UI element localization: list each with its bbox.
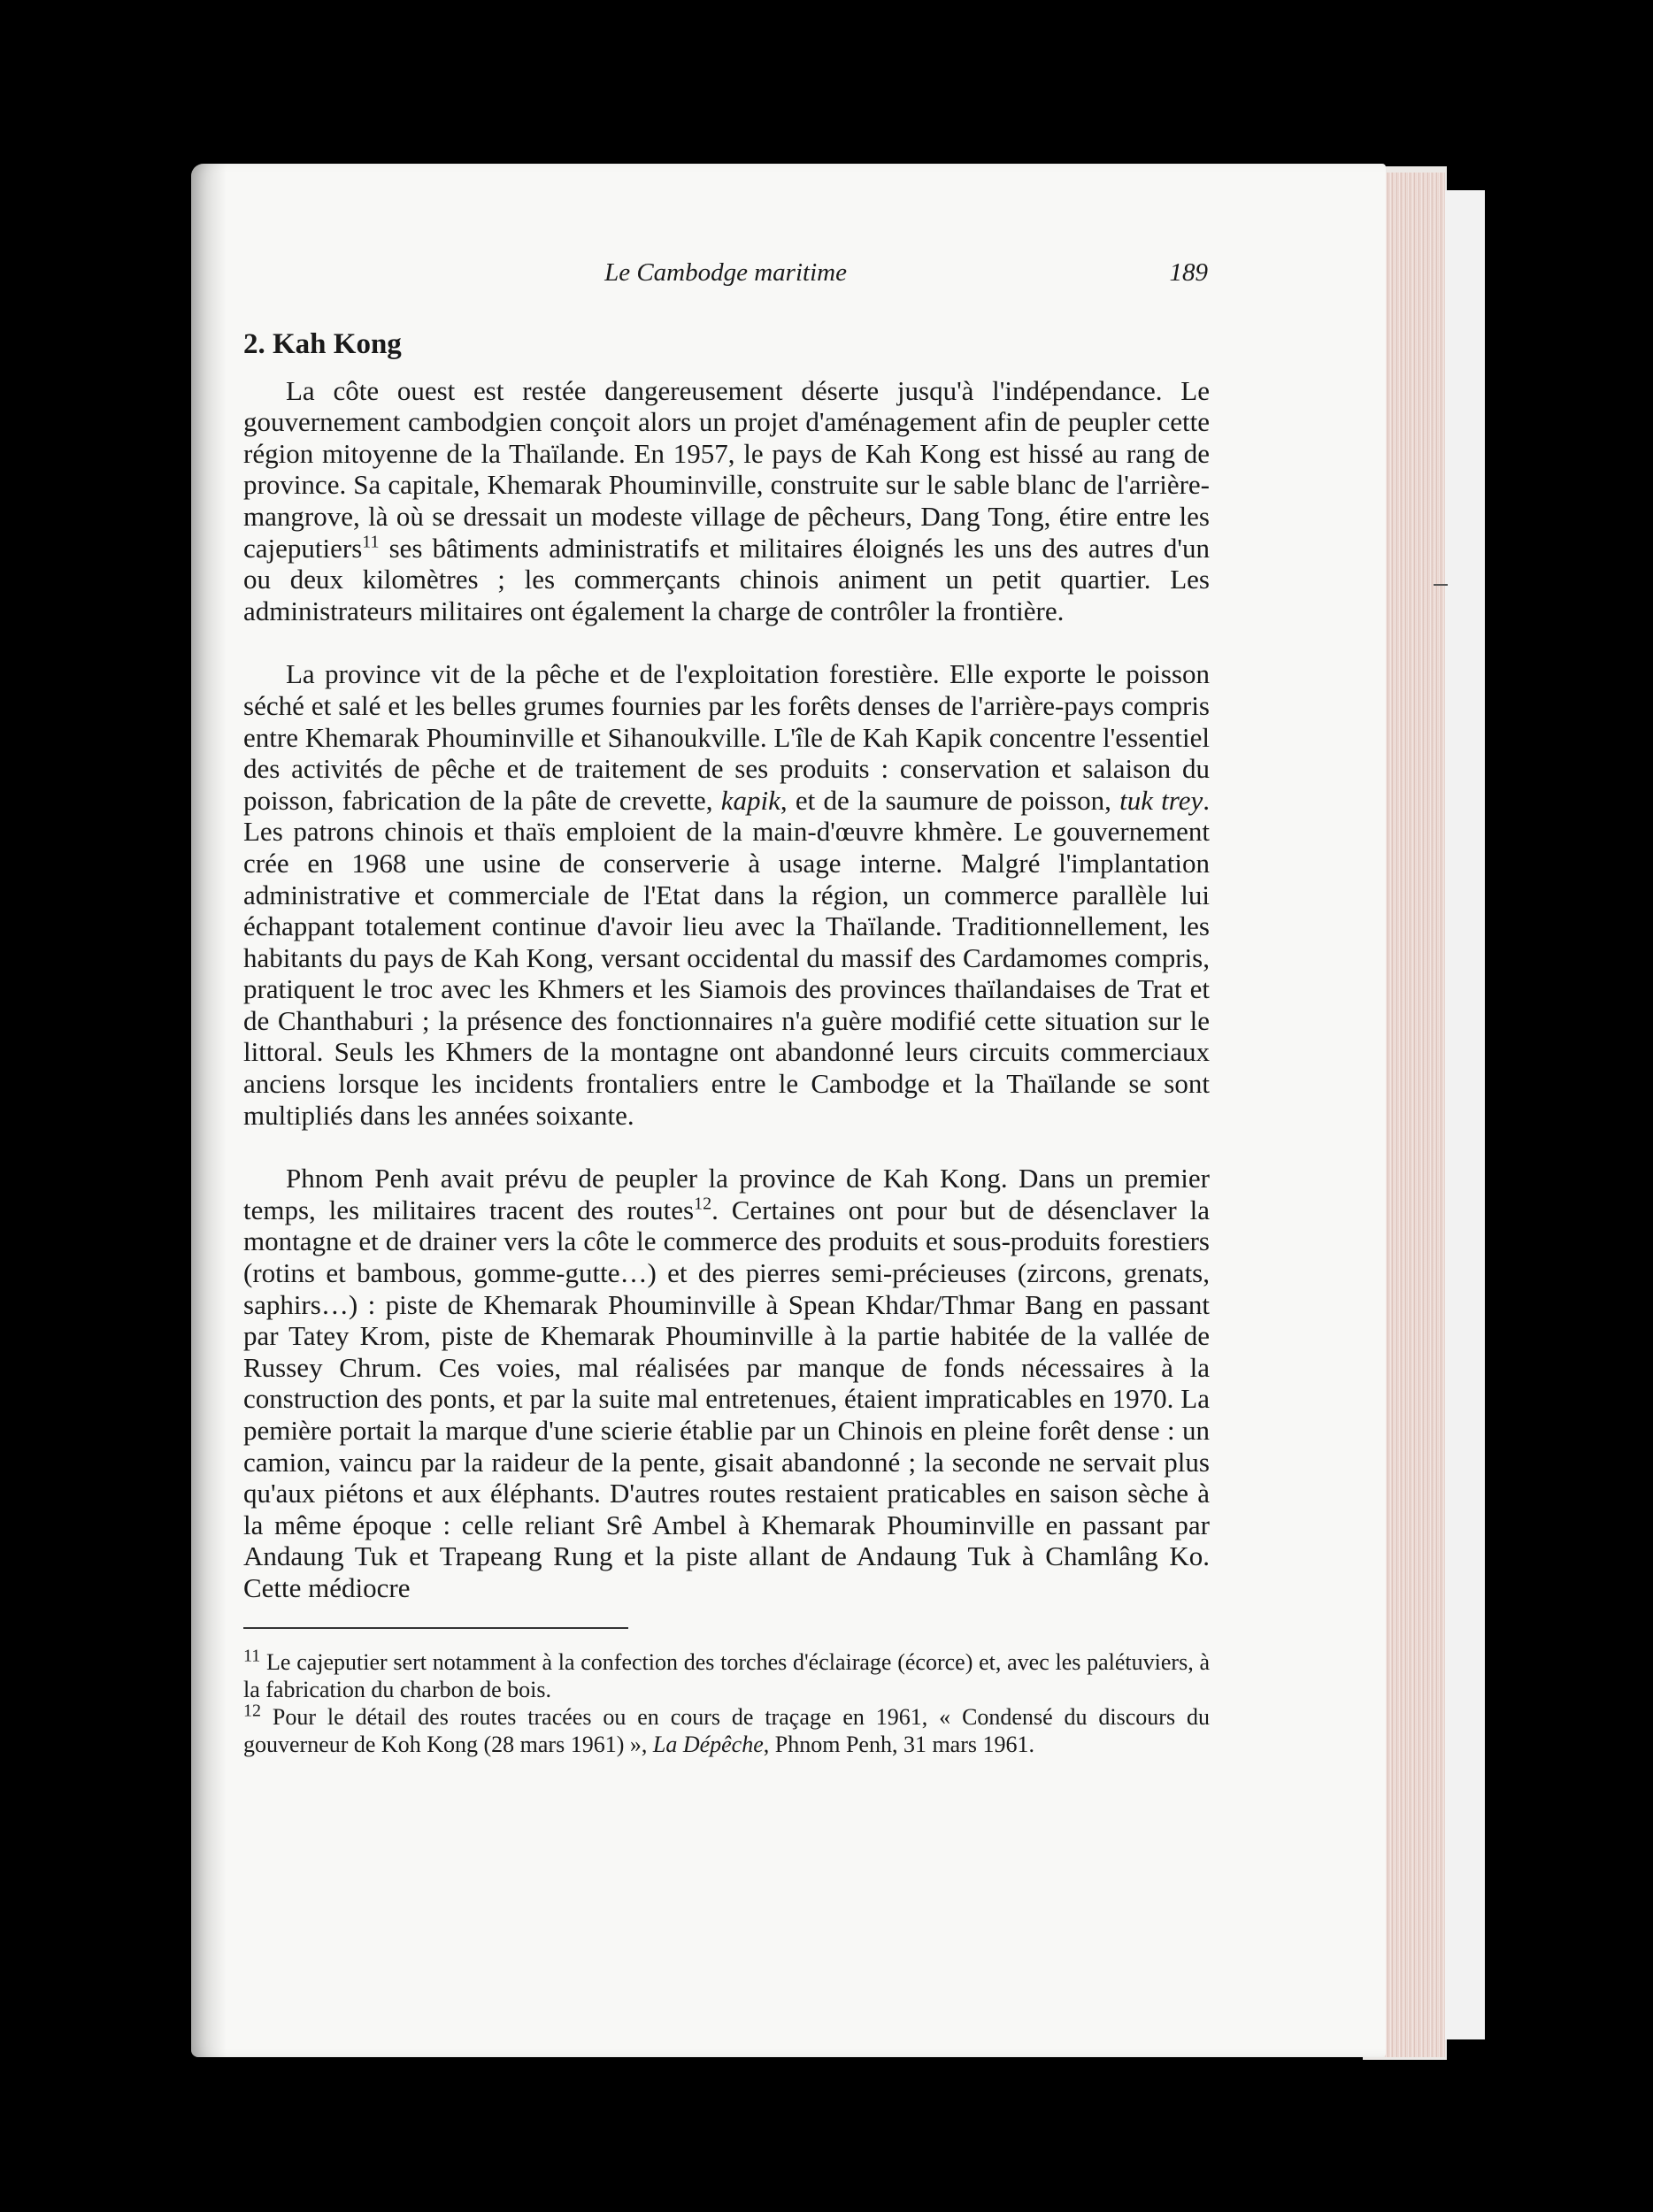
italic-term-tuk-trey: tuk trey [1119, 784, 1203, 816]
paragraph-2 [243, 658, 1210, 1131]
section-number: 2. [243, 328, 265, 360]
footnote-ref-11: 11 [362, 532, 380, 552]
footnote-text: Pour le détail des routes tracées ou en cours de traçage en 1961, « Condensé du discours du gouverneur de Koh Kong (28 mars 1961) », [243, 1703, 1210, 1757]
page-body [243, 329, 1210, 1758]
page-number: 189 [1169, 258, 1208, 287]
paragraph-text: La côte ouest est restée dangereusement déserte jusqu'à l'indépendance. Le gouvernement cambodgien conçoit alors un projet d'aménagement afin de peupler cette région mitoyenne de la Thaïlande. En 1957, le pays de Kah Kong est hissé au rang de province. Sa capitale, Khemarak Phouminville, construite sur le sable blanc de l'arrière-mangrove, là où se dressait un modeste village de pêcheurs, Dang Tong, étire entre les cajeputiers [243, 374, 1210, 564]
footnote-divider [243, 1627, 628, 1629]
italic-term-kapik: kapik [720, 784, 780, 816]
footnote-ref-12: 12 [694, 1194, 712, 1214]
book-cover-edge [1445, 190, 1485, 2039]
paragraph-text: ses bâtiments administratifs et militaires éloignés les uns des autres d'un ou deux kilomètres ; les commerçants chinois animent un petit quartier. Les administrateurs militaires ont également la charge de contrôler la frontière. [243, 532, 1210, 626]
footnote-11 [243, 1645, 1210, 1703]
footnote-number: 12 [243, 1700, 261, 1720]
paragraph-text: . Les patrons chinois et thaïs emploient de la main-d'œuvre khmère. Le gouvernement crée en 1968 une usine de conserverie à usage interne. Malgré l'implantation administrative et commerciale de l'Etat dans la région, un commerce parallèle lui échappant totalement continue d'avoir lieu avec la Thaïlande. Traditionnellement, les habitants du pays de Kah Kong, versant occidental du massif des Cardamomes compris, pratiquent le troc avec les Khmers et les Siamois des provinces thaïlandaises de Trat et de Chanthaburi ; la présence des fonctionnaires n'a guère modifié cette situation sur le littoral. Seuls les Khmers de la montagne ont abandonné leurs circuits commerciaux anciens lorsque les incidents frontaliers entre le Cambodge et la Thaïlande se sont multipliés dans les années soixante. [243, 784, 1210, 1131]
margin-mark [1434, 584, 1448, 586]
footnote-text: , Phnom Penh, 31 mars 1961. [763, 1731, 1034, 1757]
section-title: Kah Kong [273, 328, 402, 360]
footnote-italic-title: La Dépêche [652, 1731, 764, 1757]
running-title: Le Cambodge maritime [604, 258, 847, 287]
paragraph-3 [243, 1163, 1210, 1603]
book-gutter-shadow [191, 164, 227, 2057]
footnote-text: Le cajeputier sert notamment à la confection des torches d'éclairage (écorce) et, avec les palétuviers, à la fabrication du charbon de bois. [243, 1648, 1210, 1702]
paragraph-text: Phnom Penh avait prévu de peupler la province de Kah Kong. Dans un premier temps, les militaires tracent des routes [243, 1163, 1210, 1225]
section-heading [243, 329, 1210, 361]
footnote-12 [243, 1700, 1210, 1758]
book-page-edges [1385, 173, 1445, 2057]
paragraph-text: , et de la saumure de poisson, [780, 784, 1120, 816]
paragraph-text: La province vit de la pêche et de l'exploitation forestière. Elle exporte le poisson séché et salé et les belles grumes fournies par les forêts denses de l'arrière-pays compris entre Khemarak Phouminville et Sihanoukville. L'île de Kah Kapik concentre l'essentiel des activités de pêche et de traitement de ses produits : conservation et salaison du poisson, fabrication de la pâte de crevette, [243, 658, 1210, 816]
paragraph-1 [243, 375, 1210, 627]
paragraph-text: . Certaines ont pour but de désenclaver la montagne et de drainer vers la côte le commerce des produits et sous-produits forestiers (rotins et bambous, gomme-gutte…) et des pierres semi-précieuses (zircons, grenats, saphirs…) : piste de Khemarak Phouminville à Spean Khdar/Thmar Bang en passant par Tatey Krom, piste de Khemarak Phouminville à la partie habitée de la vallée de Russey Chrum. Ces voies, mal réalisées par manque de fonds nécessaires à la construction des ponts, et par la suite mal entretenues, étaient impraticables en 1970. La pemière portait la marque d'une scierie établie par un Chinois en pleine forêt dense : un camion, vaincu par la raideur de la pente, gisait abandonné ; la seconde ne servait plus qu'aux piétons et aux éléphants. D'autres routes restaient praticables en saison sèche à la même époque : celle reliant Srê Ambel à Khemarak Phouminville en passant par Andaung Tuk et Trapeang Rung et la piste allant de Andaung Tuk à Chamlâng Ko. Cette médiocre [243, 1194, 1210, 1603]
page-header [243, 258, 1208, 294]
footnote-number: 11 [243, 1645, 261, 1665]
